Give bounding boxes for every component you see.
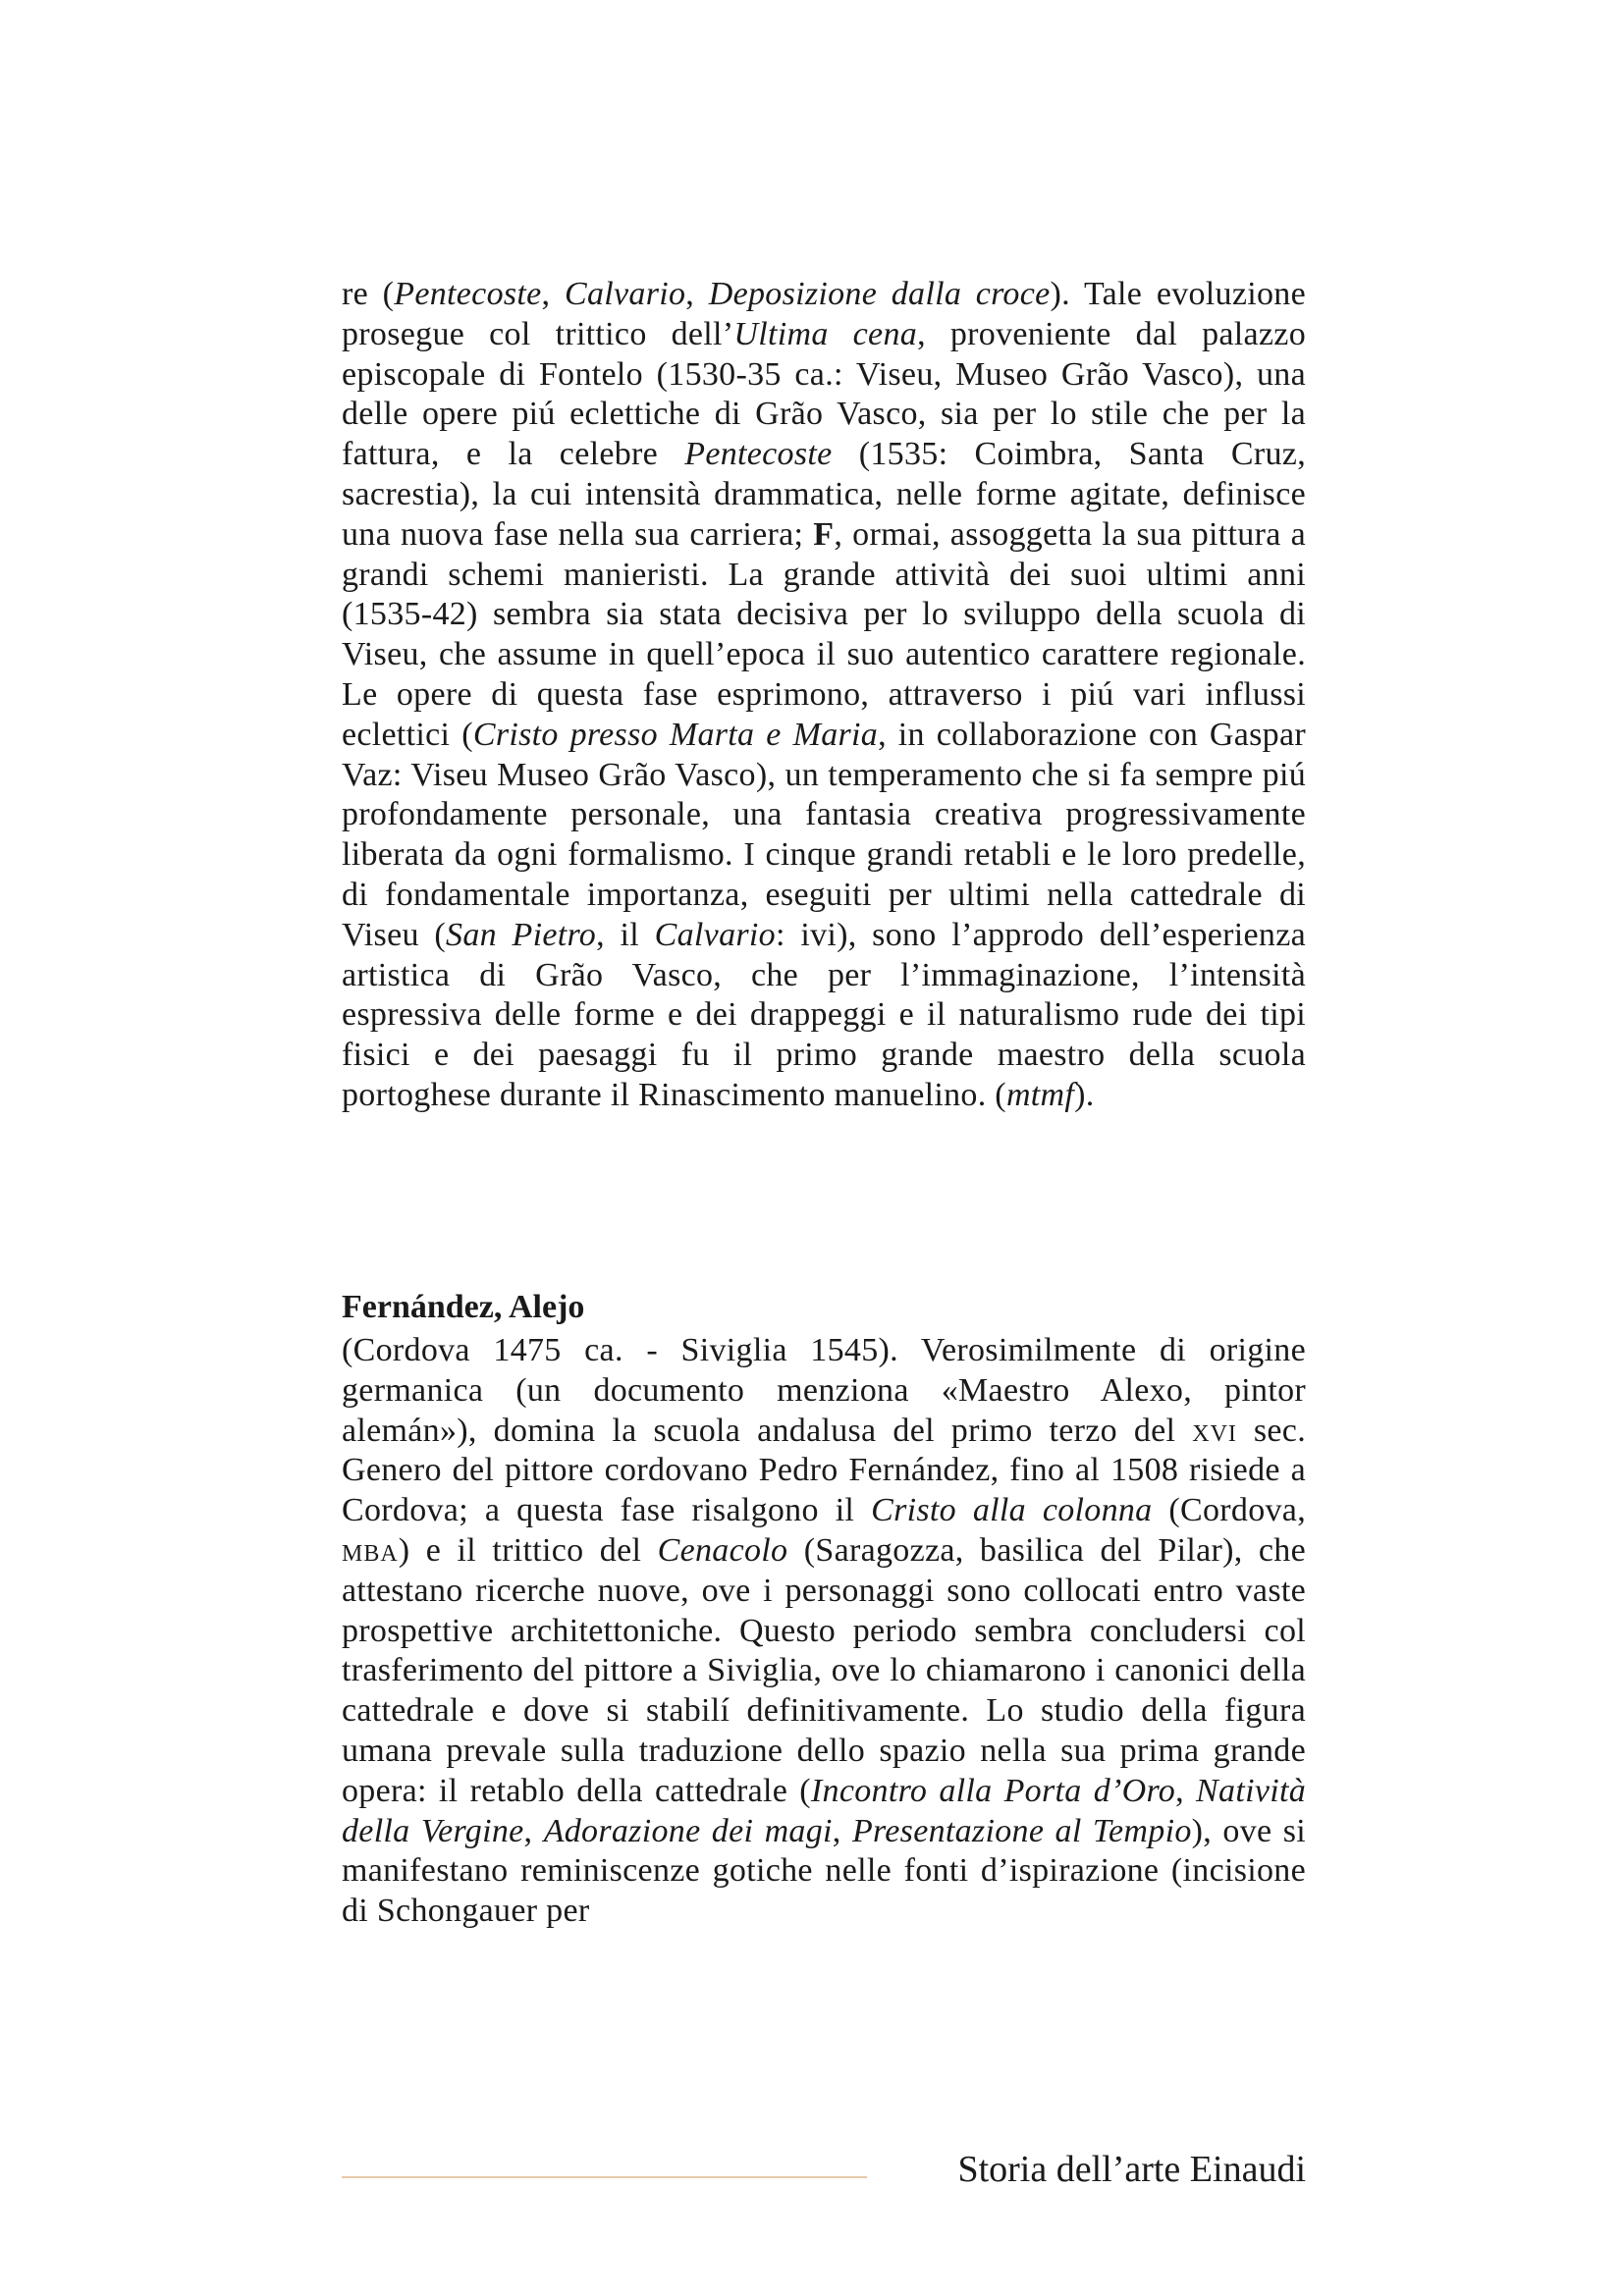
artwork-title: Calvario bbox=[564, 276, 686, 312]
text-run: , bbox=[832, 1812, 852, 1849]
text-run: (Cordova 1475 ca. - Siviglia 1545). Verosimilmente di origine germanica (un documento menziona «Maestro Alexo, pintor alemán»), domina la scuola andalusa del primo terzo del bbox=[342, 1332, 1306, 1449]
text-run: , bbox=[1175, 1772, 1197, 1809]
artwork-title: Deposizione dalla croce bbox=[708, 276, 1051, 312]
text-run: ). Tale evoluzione prosegue col trittico dell’ bbox=[342, 276, 1306, 352]
author-initials: mtmf bbox=[1005, 1076, 1075, 1113]
text-run: , il bbox=[596, 916, 655, 953]
text-run: , ormai, assoggetta la sua pittura a grandi schemi manieristi. La grande attività dei suoi ultimi anni (1535-42) sembra sia stata decisiva per lo sviluppo della scuola di Viseu, che assume in quell’epoca il suo autentico carattere regionale. Le opere di questa fase esprimono, attraverso i piú vari influssi eclettici ( bbox=[342, 515, 1306, 753]
text-run: ), ove si manifestano reminiscenze gotiche nelle fonti d’ispirazione (incisione di Schongauer per bbox=[342, 1812, 1307, 1930]
text-run: , in collaborazione con Gaspar Vaz: Viseu Museo Grão Vasco), un temperamento che si fa sempre piú profondamente personale, una fantasia creativa progressivamente liberata da ogni formalismo. I cinque grandi retabli e le loro predelle, di fondamentale importanza, eseguiti per ultimi nella cattedrale di Viseu ( bbox=[342, 716, 1306, 953]
museum-abbreviation: mba bbox=[342, 1531, 399, 1569]
text-run: re ( bbox=[342, 276, 395, 312]
footer-divider bbox=[342, 2176, 867, 2178]
text-run: sec. Genero del pittore cordovano Pedro Fernández, fino al 1508 risiede a Cordova; a questa fase risalgono il bbox=[342, 1412, 1306, 1529]
artist-abbreviation: F bbox=[813, 515, 835, 553]
text-run: , bbox=[523, 1812, 544, 1849]
text-run: , proveniente dal palazzo episcopale di Fontelo (1530-35 ca.: Viseu, Museo Grão Vasco), una delle opere piú eclettiche di Grão Vasco, sia per lo stile che per la fattura, e la celebre bbox=[342, 315, 1306, 473]
artwork-title: Cristo presso Marta e Maria bbox=[472, 716, 879, 753]
artwork-title: Cenacolo bbox=[657, 1531, 788, 1569]
text-run: (Cordova, bbox=[1152, 1492, 1306, 1529]
entry-body bbox=[342, 1331, 1306, 1932]
artwork-title: Calvario bbox=[654, 916, 776, 953]
publication-title: Storia dell’arte Einaudi bbox=[957, 2149, 1306, 2190]
page-footer bbox=[342, 2140, 1306, 2199]
artwork-title: Pentecoste bbox=[684, 436, 833, 473]
artwork-title: Ultima cena bbox=[733, 315, 918, 352]
artwork-title: Pentecoste bbox=[394, 276, 542, 312]
text-run: ). bbox=[1074, 1076, 1095, 1113]
century-numeral: xvi bbox=[1192, 1412, 1237, 1449]
artwork-title: Cristo alla colonna bbox=[871, 1492, 1153, 1529]
artwork-title: Presentazione al Tempio bbox=[851, 1812, 1192, 1849]
text-run: , bbox=[685, 276, 709, 312]
text-run: (1535: Coimbra, Santa Cruz, sacrestia), la cui intensità drammatica, nelle forme agitate, definisce una nuova fase nella sua carriera; bbox=[342, 436, 1306, 553]
artwork-title: Adorazione dei magi bbox=[543, 1812, 833, 1849]
text-run: , bbox=[541, 276, 565, 312]
artwork-title: Natività della Vergine bbox=[342, 1772, 1307, 1849]
artwork-title: Incontro alla Porta d’Oro bbox=[810, 1772, 1176, 1809]
body-paragraph bbox=[342, 275, 1306, 1116]
paragraph-text bbox=[342, 275, 1306, 1116]
text-run: (Saragozza, basilica del Pilar), che attestano ricerche nuove, ove i personaggi sono collocati entro vaste prospettive architettoniche. Questo periodo sembra concludersi col trasferimento del pittore a Siviglia, ove lo chiamarono i canonici della cattedrale e dove si stabilí definitivamente. Lo studio della figura umana prevale sulla traduzione dello spazio nella sua prima grande opera: il retablo della cattedrale ( bbox=[342, 1531, 1306, 1809]
dictionary-entry bbox=[342, 1288, 1306, 1932]
text-run: ) e il trittico del bbox=[398, 1531, 658, 1569]
text-run: : ivi), sono l’approdo dell’esperienza artistica di Grão Vasco, che per l’immaginazione, l’intensità espressiva delle forme e dei drappeggi e il naturalismo rude dei tipi fisici e dei paesaggi fu il primo grande maestro della scuola portoghese durante il Rinascimento manuelino. ( bbox=[342, 916, 1306, 1113]
artwork-title: San Pietro bbox=[446, 916, 597, 953]
entry-heading: Fernández, Alejo bbox=[342, 1289, 585, 1325]
